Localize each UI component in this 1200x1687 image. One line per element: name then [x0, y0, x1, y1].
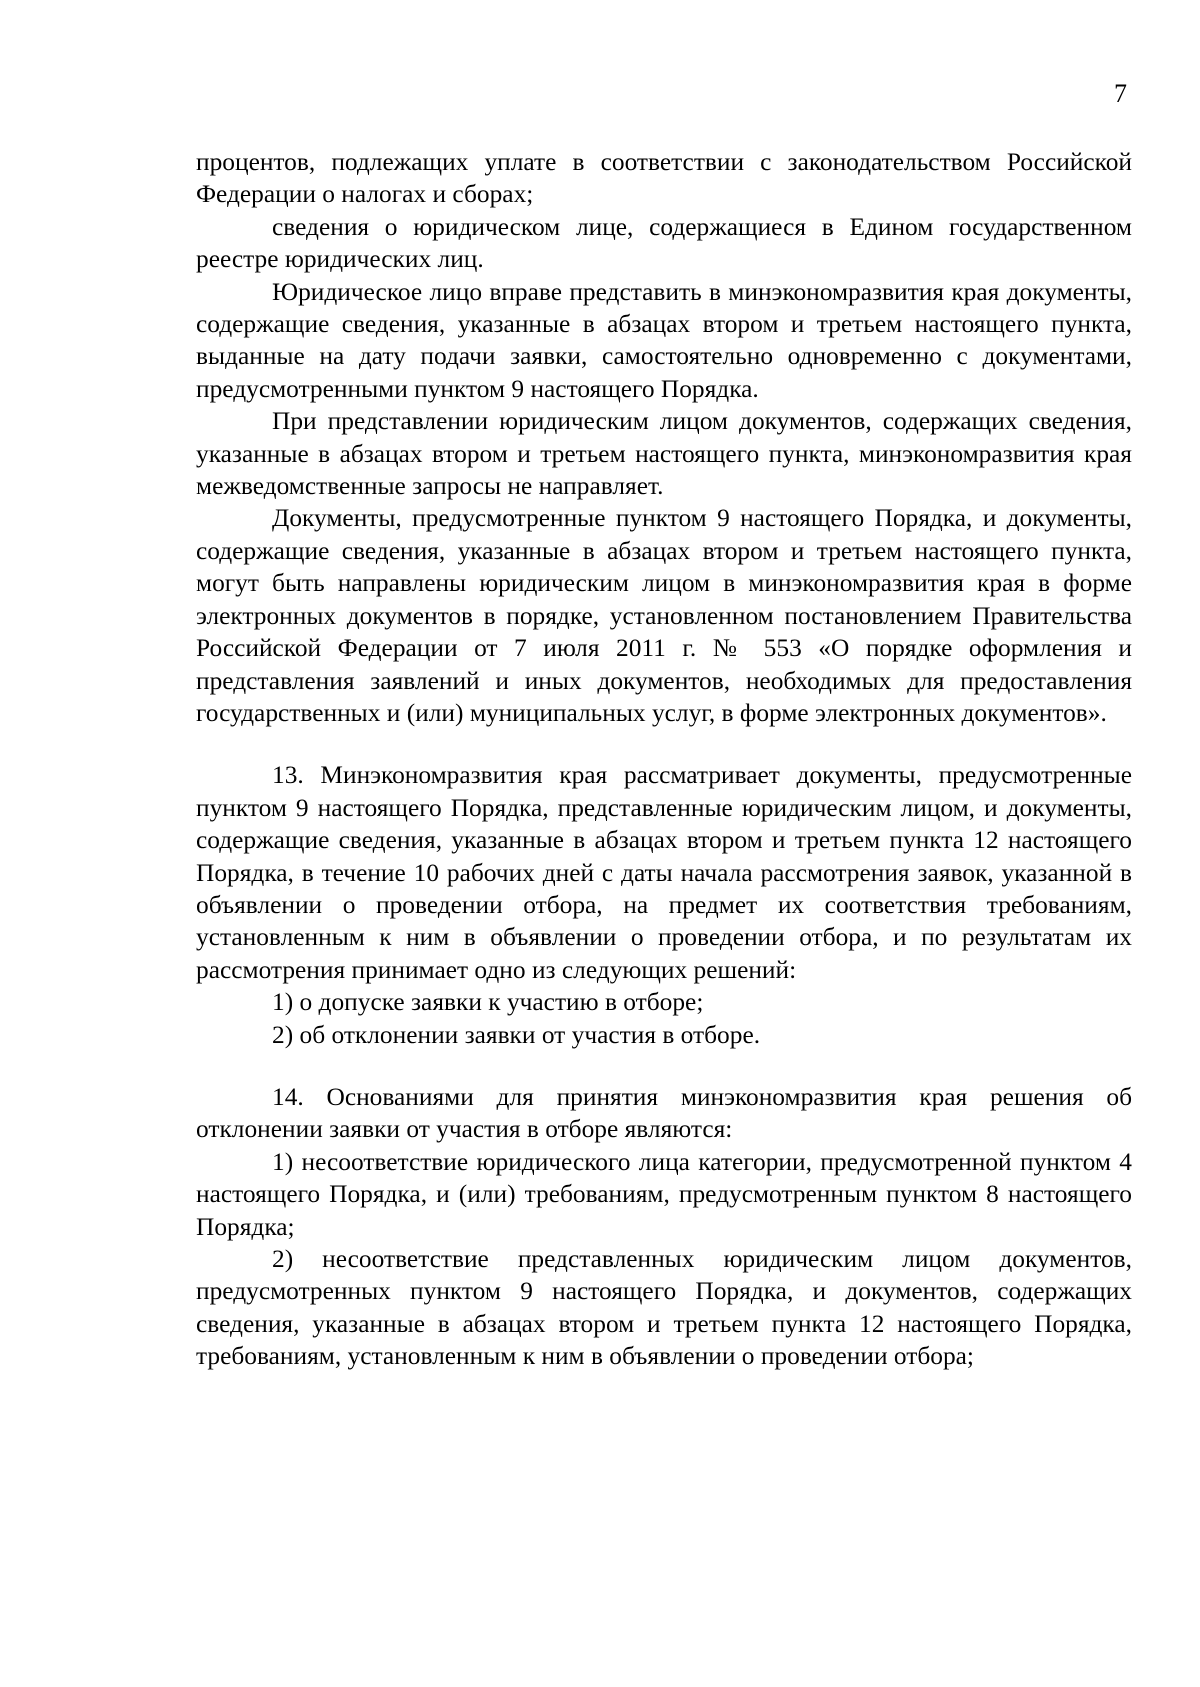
paragraph-item-14: 14. Основаниями для принятия минэкономразвития края решения об отклонении заявки от участия в отборе являются:	[196, 1082, 1132, 1144]
paragraph-decision-admit: 1) о допуске заявки к участию в отборе;	[272, 988, 704, 1017]
paragraph-decision-reject: 2) об отклонении заявки от участия в отборе.	[272, 1020, 761, 1049]
paragraph-ground-2: 2) несоответствие представленных юридическим лицом документов, предусмотренных пунктом 9 настоящего Порядка, и документов, содержащих сведения, указанные в абзацах втором и третьем пункта 12 настоящего Порядка, требованиям, установленным к ним в объявлении о проведении отбора;	[196, 1245, 1132, 1371]
paragraph-no-interagency-requests: При представлении юридическим лицом документов, содержащих сведения, указанные в абзацах втором и третьем настоящего пункта, минэкономразвития края межведомственные запросы не направляет.	[196, 407, 1132, 501]
paragraph-taxes-continuation: процентов, подлежащих уплате в соответствии с законодательством Российской Федерации о налогах и сборах;	[196, 148, 1132, 209]
paragraph-right-to-submit: Юридическое лицо вправе представить в минэкономразвития края документы, содержащие сведения, указанные в абзацах втором и третьем настоящего пункта, выданные на дату подачи заявки, самостоятельно одновременно с документами, предусмотренными пунктом 9 настоящего Порядка.	[196, 277, 1132, 403]
paragraph-egrul-info: сведения о юридическом лице, содержащиеся в Едином государственном реестре юридических лиц.	[196, 212, 1132, 274]
document-body	[196, 146, 1132, 1373]
paragraph-electronic-documents: Документы, предусмотренные пунктом 9 настоящего Порядка, и документы, содержащие сведения, указанные в абзацах втором и третьем настоящего пункта, могут быть направлены юридическим лицом в минэкономразвития края в форме электронных документов в порядке, установленном постановлением Правительства Российской Федерации от 7 июля 2011 г. № 553 «О порядке оформления и представления заявлений и иных документов, необходимых для предоставления государственных и (или) муниципальных услуг, в форме электронных документов».	[196, 504, 1132, 727]
paragraph-ground-1: 1) несоответствие юридического лица категории, предусмотренной пунктом 4 настоящего Порядка, и (или) требованиям, предусмотренным пунктом 8 настоящего Порядка;	[196, 1147, 1132, 1241]
paragraph-item-13: 13. Минэкономразвития края рассматривает документы, предусмотренные пунктом 9 настоящего Порядка, представленные юридическим лицом, и документы, содержащие сведения, указанные в абзацах втором и третьем пункта 12 настоящего Порядка, в течение 10 рабочих дней с даты начала рассмотрения заявок, указанной в объявлении о проведении отбора, на предмет их соответствия требованиям, установленным к ним в объявлении о проведении отбора, и по результатам их рассмотрения принимает одно из следующих решений:	[196, 761, 1132, 984]
page-number: 7	[1114, 79, 1127, 108]
